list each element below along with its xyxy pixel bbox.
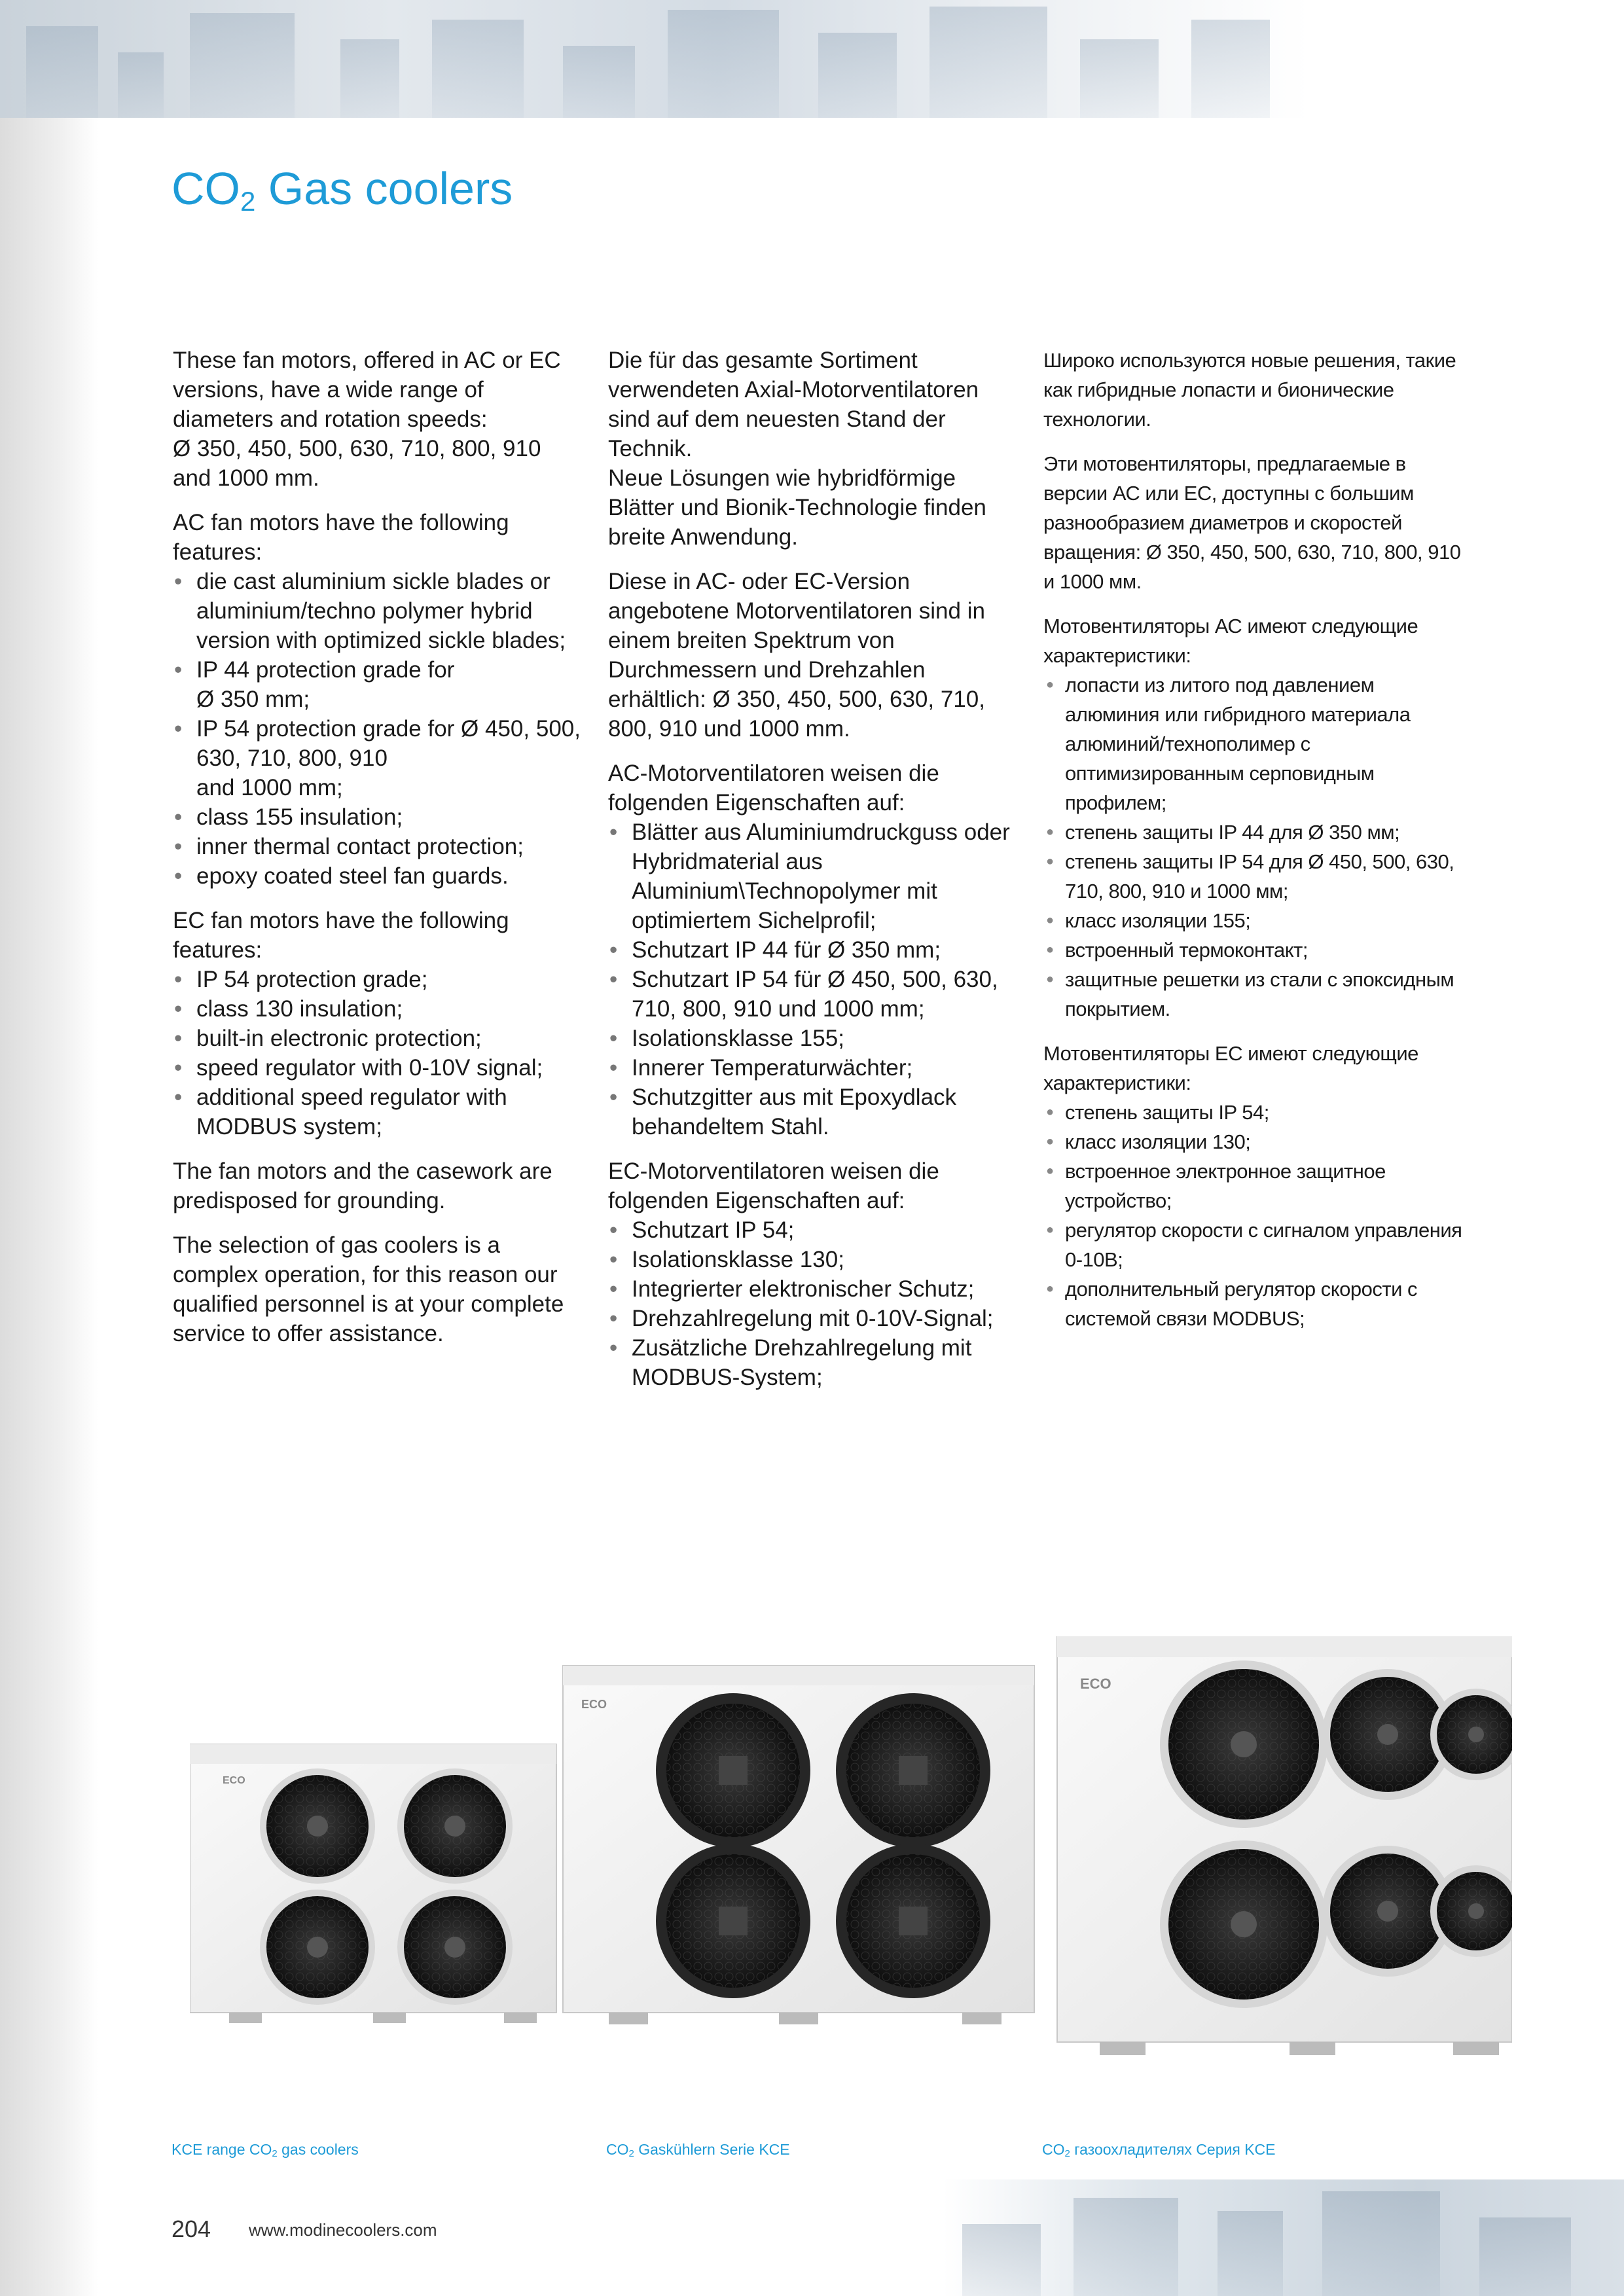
ac-features-heading: AC fan motors have the following features: <box>173 510 509 565</box>
intro-paragraph: Широко используются новые решения, такие как гибридные лопасти и бионические технологии. <box>1043 349 1456 431</box>
ec-features-heading: Мотовентиляторы ЕС имеют следующие характеристики: <box>1043 1042 1418 1094</box>
list-item: ● класс изоляции 130; <box>1043 1127 1462 1157</box>
list-item: • class 155 insulation; <box>173 802 582 832</box>
intro-paragraph: Die für das gesamte Sortiment verwendeten Axial-Motorventilatoren sind auf dem neuesten Stand der Technik. Neue Lösungen wie hybridförmige Blätter und Bionik-Technologie finden breite Anwendung. <box>608 348 986 550</box>
list-item: ● степень защиты IP 54 для Ø 450, 500, 630, 710, 800, 910 и 1000 мм; <box>1043 847 1462 906</box>
list-item: • additional speed regulator with MODBUS system; <box>173 1083 582 1141</box>
caption-russian: $CO_2$ газоохладителях Серия KCE <box>1042 2141 1276 2159</box>
page-title: $CO_2$ Gas coolers <box>171 163 513 217</box>
fan-icon <box>656 1844 810 1998</box>
list-item: • Schutzart IP 54; <box>608 1215 1020 1245</box>
list-item: ● класс изоляции 155; <box>1043 906 1462 935</box>
fan-icon <box>836 1844 990 1998</box>
ac-features-heading: Мотовентиляторы АС имеют следующие характеристики: <box>1043 615 1418 667</box>
brand-mark-text: ECO <box>581 1698 607 1711</box>
caption-english: KCE range $CO_2$ gas coolers <box>171 2141 359 2159</box>
list-item: • built-in electronic protection; <box>173 1024 582 1053</box>
header-photo-banner <box>0 0 1309 118</box>
german-column <box>608 346 1020 1407</box>
russian-column <box>1043 346 1462 1348</box>
fan-icon <box>836 1693 990 1848</box>
list-item: • Innerer Temperaturwächter; <box>608 1053 1020 1083</box>
versions-paragraph: Эти мотовентиляторы, предлагаемые в версии АС или ЕС, доступны с большим разнообразием диаметров и скоростей вращения: Ø 350, 450, 500, 630, 710, 800, 910 и 1000 мм. <box>1043 452 1461 593</box>
ec-features-list <box>608 1215 1020 1392</box>
list-item: • Zusätzliche Drehzahlregelung mit MODBUS-System; <box>608 1333 1020 1392</box>
list-item: ● защитные решетки из стали с эпоксидным покрытием. <box>1043 965 1462 1024</box>
selection-paragraph: The selection of gas coolers is a complex operation, for this reason our qualified personnel is at your complete service to offer assistance. <box>173 1232 564 1346</box>
fan-icon <box>397 1768 513 1884</box>
footer-photo-banner <box>943 2179 1624 2296</box>
list-item: • Schutzart IP 54 für Ø 450, 500, 630, 710, 800, 910 und 1000 mm; <box>608 965 1020 1024</box>
english-column <box>173 346 582 1363</box>
fan-icon <box>397 1890 513 2005</box>
ac-features-list <box>608 817 1020 1141</box>
list-item: ● степень защиты IP 54; <box>1043 1098 1462 1127</box>
list-item: • epoxy coated steel fan guards. <box>173 861 582 891</box>
gas-cooler-unit-medium <box>563 1666 1034 2024</box>
list-item: • speed regulator with 0-10V signal; <box>173 1053 582 1083</box>
brand-mark-text: ECO <box>1080 1676 1111 1692</box>
list-item: • IP 44 protection grade for Ø 350 mm; <box>173 655 582 714</box>
intro-paragraph: These fan motors, offered in AC or EC versions, have a wide range of diameters and rotation speeds: Ø 350, 450, 500, 630, 710, 800, 910 and 1000 mm. <box>173 348 561 491</box>
ac-features-list <box>1043 670 1462 1024</box>
list-item: • die cast aluminium sickle blades or aluminium/techno polymer hybrid version with optimized sickle blades; <box>173 567 582 655</box>
fan-icon <box>1160 1840 1327 2008</box>
gas-cooler-product-image <box>190 1636 1512 2062</box>
list-item: • inner thermal contact protection; <box>173 832 582 861</box>
caption-german: $CO_2$ Gaskühlern Serie KCE <box>606 2141 790 2159</box>
grounding-paragraph: The fan motors and the casework are predisposed for grounding. <box>173 1158 552 1213</box>
list-item: • class 130 insulation; <box>173 994 582 1024</box>
fan-icon <box>260 1890 375 2005</box>
versions-paragraph: Diese in AC- oder EC-Version angebotene Motorventilatoren sind in einem breiten Spektrum von Durchmessern und Drehzahlen erhältlich: Ø 350, 450, 500, 630, 710, 800, 910 und 1000 mm. <box>608 569 985 742</box>
ec-features-heading: EC-Motorventilatoren weisen die folgenden Eigenschaften auf: <box>608 1158 939 1213</box>
ac-features-list <box>173 567 582 891</box>
ec-features-list <box>173 965 582 1141</box>
list-item: ● степень защиты IP 44 для Ø 350 мм; <box>1043 817 1462 847</box>
list-item: • Blätter aus Aluminiumdruckguss oder Hybridmaterial aus Aluminium\Technopolymer mit optimiertem Sichelprofil; <box>608 817 1020 935</box>
ec-features-list <box>1043 1098 1462 1333</box>
list-item: • Schutzart IP 44 für Ø 350 mm; <box>608 935 1020 965</box>
ac-features-heading: AC-Motorventilatoren weisen die folgenden Eigenschaften auf: <box>608 761 939 816</box>
list-item: • Isolationsklasse 155; <box>608 1024 1020 1053</box>
list-item: • Drehzahlregelung mit 0-10V-Signal; <box>608 1304 1020 1333</box>
fan-icon <box>1160 1660 1327 1828</box>
fan-icon <box>260 1768 375 1884</box>
list-item: ● регулятор скорости с сигналом управления 0-10В; <box>1043 1215 1462 1274</box>
list-item: ● лопасти из литого под давлением алюминия или гибридного материала алюминий/технополимер с оптимизированным серповидным профилем; <box>1043 670 1462 817</box>
page-number: 204 <box>171 2215 211 2242</box>
gas-cooler-unit-small <box>190 1744 556 2023</box>
list-item: • IP 54 protection grade for Ø 450, 500, 630, 710, 800, 910 and 1000 mm; <box>173 714 582 802</box>
list-item: ● дополнительный регулятор скорости с системой связи MODBUS; <box>1043 1274 1462 1333</box>
fan-icon <box>656 1693 810 1848</box>
brand-mark-text: ECO <box>223 1775 245 1786</box>
list-item: • Schutzgitter aus mit Epoxydlack behandeltem Stahl. <box>608 1083 1020 1141</box>
list-item: • Isolationsklasse 130; <box>608 1245 1020 1274</box>
gas-cooler-unit-large <box>1057 1636 1512 2055</box>
list-item: ● встроенное электронное защитное устройство; <box>1043 1157 1462 1215</box>
website-url[interactable]: www.modinecoolers.com <box>249 2220 437 2240</box>
left-margin-shade <box>0 0 98 2296</box>
list-item: ● встроенный термоконтакт; <box>1043 935 1462 965</box>
list-item: • IP 54 protection grade; <box>173 965 582 994</box>
list-item: • Integrierter elektronischer Schutz; <box>608 1274 1020 1304</box>
ec-features-heading: EC fan motors have the following features: <box>173 908 509 963</box>
